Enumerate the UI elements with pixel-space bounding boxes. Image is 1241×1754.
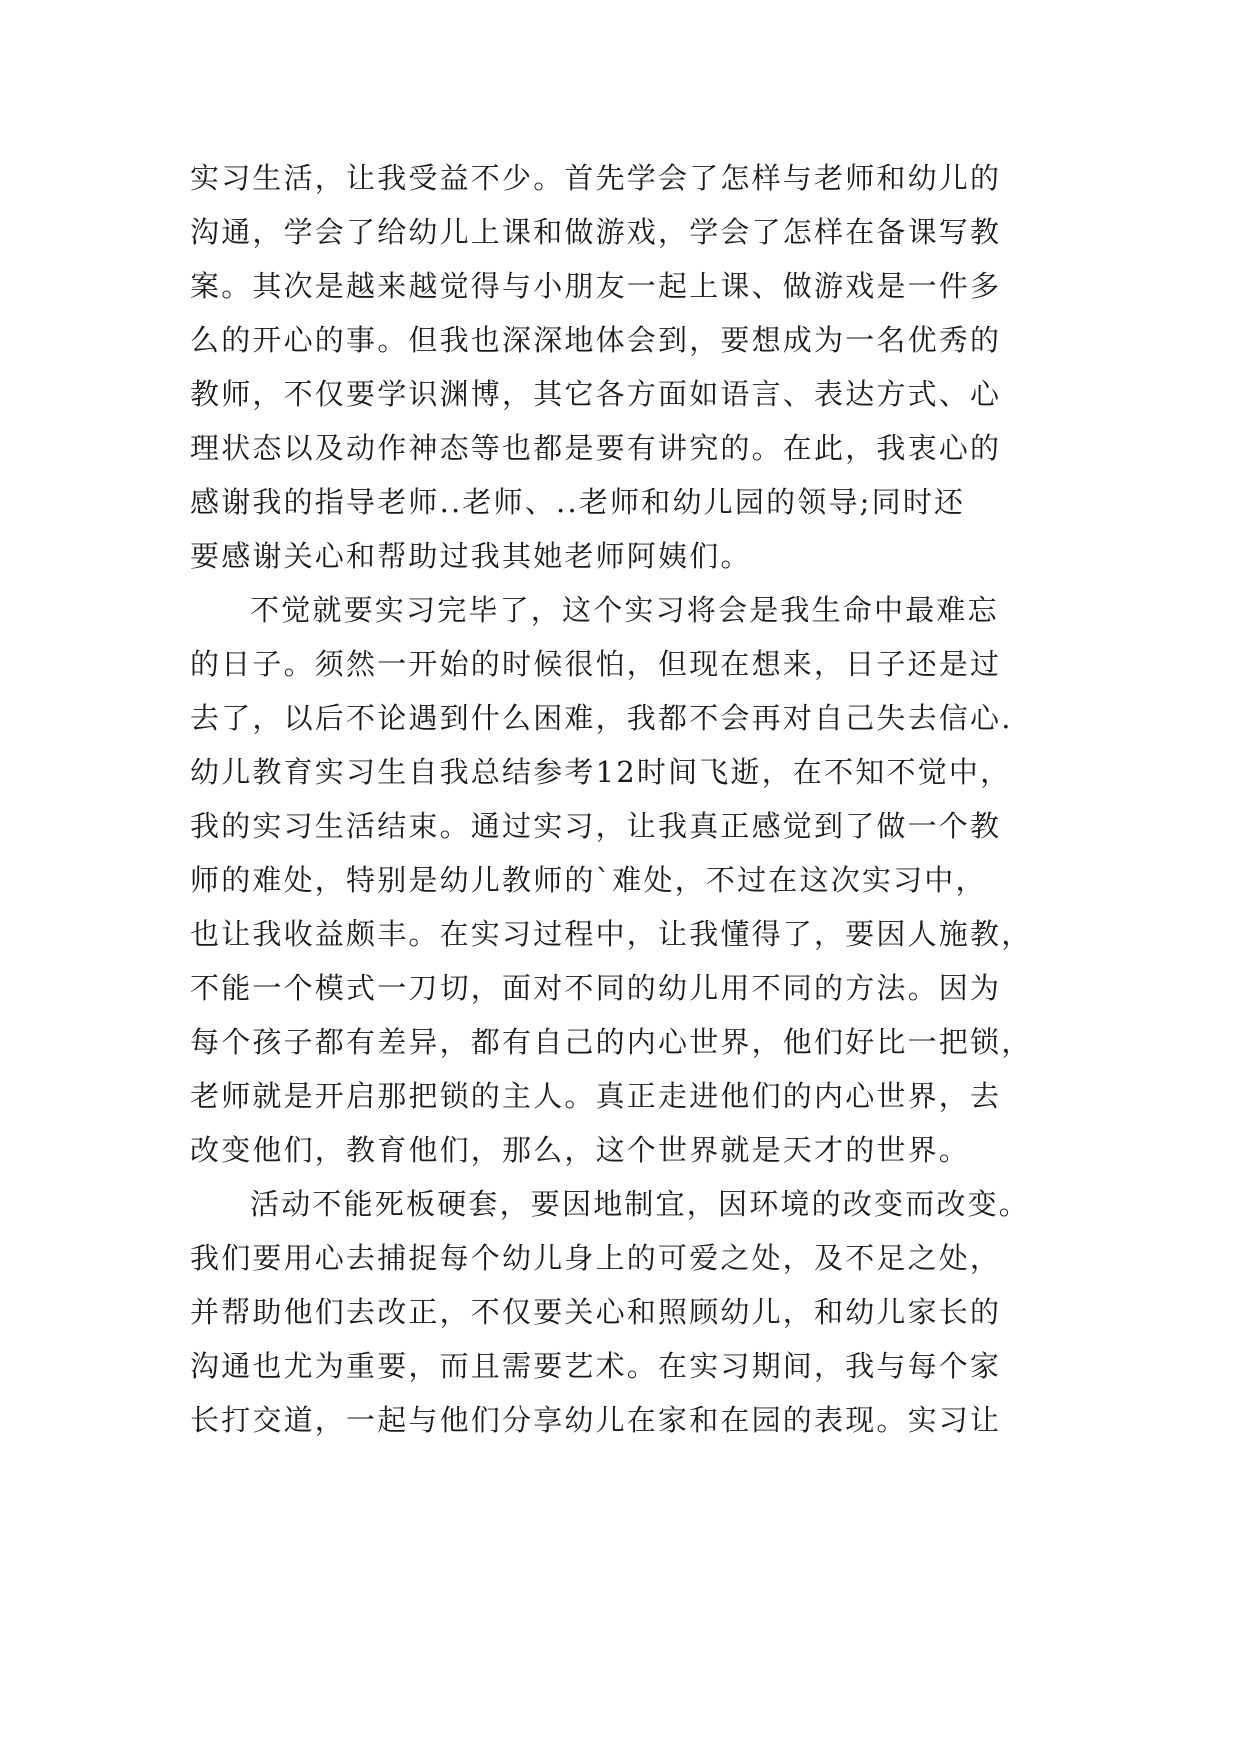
text-line: 我们要用心去捕捉每个幼儿身上的可爱之处，及不足之处， — [190, 1241, 1002, 1275]
text-line: 师的难处，特别是幼儿教师的`难处，不过在这次实习中， — [190, 863, 987, 897]
text-line: 的日子。须然一开始的时候很怕，但现在想来，日子还是过 — [190, 647, 1002, 681]
text-line: 去了，以后不论遇到什么困难，我都不会再对自己失去信心. — [190, 701, 1013, 735]
text-line: 要感谢关心和帮助过我其她老师阿姨们。 — [190, 539, 752, 573]
text-line: 实习生活，让我受益不少。首先学会了怎样与老师和幼儿的 — [190, 161, 1002, 195]
text-line: 不能一个模式一刀切，面对不同的幼儿用不同的方法。因为 — [190, 971, 1002, 1005]
text-line: 改变他们，教育他们，那么，这个世界就是天才的世界。 — [190, 1133, 971, 1167]
text-line: 教师，不仅要学识渊博，其它各方面如语言、表达方式、心 — [190, 377, 1002, 411]
text-line: 老师就是开启那把锁的主人。真正走进他们的内心世界，去 — [190, 1079, 1002, 1113]
text-line: 也让我收益颇丰。在实习过程中，让我懂得了，要因人施教， — [190, 917, 1033, 951]
text-line: 并帮助他们去改正，不仅要关心和照顾幼儿，和幼儿家长的 — [190, 1295, 1002, 1329]
text-line: 我的实习生活结束。通过实习，让我真正感觉到了做一个教 — [190, 809, 1002, 843]
text-line: 每个孩子都有差异，都有自己的内心世界，他们好比一把锁， — [190, 1025, 1033, 1059]
text-line: 理状态以及动作神态等也都是要有讲究的。在此，我衷心的 — [190, 431, 1002, 465]
text-line: 幼儿教育实习生自我总结参考12时间飞逝，在不知不觉中， — [190, 755, 1012, 789]
text-line: 么的开心的事。但我也深深地体会到，要想成为一名优秀的 — [190, 323, 1002, 357]
text-line: 案。其次是越来越觉得与小朋友一起上课、做游戏是一件多 — [190, 269, 1002, 303]
text-line: 沟通，学会了给幼儿上课和做游戏，学会了怎样在备课写教 — [190, 215, 1002, 249]
text-line: 感谢我的指导老师..老师、..老师和幼儿园的领导;同时还 — [190, 485, 966, 519]
text-line: 活动不能死板硬套，要因地制宜，因环境的改变而改变。 — [250, 1187, 1031, 1221]
text-line: 沟通也尤为重要，而且需要艺术。在实习期间，我与每个家 — [190, 1349, 1002, 1383]
text-line: 长打交道，一起与他们分享幼儿在家和在园的表现。实习让 — [190, 1403, 1002, 1437]
text-line: 不觉就要实习完毕了，这个实习将会是我生命中最难忘 — [250, 593, 999, 627]
